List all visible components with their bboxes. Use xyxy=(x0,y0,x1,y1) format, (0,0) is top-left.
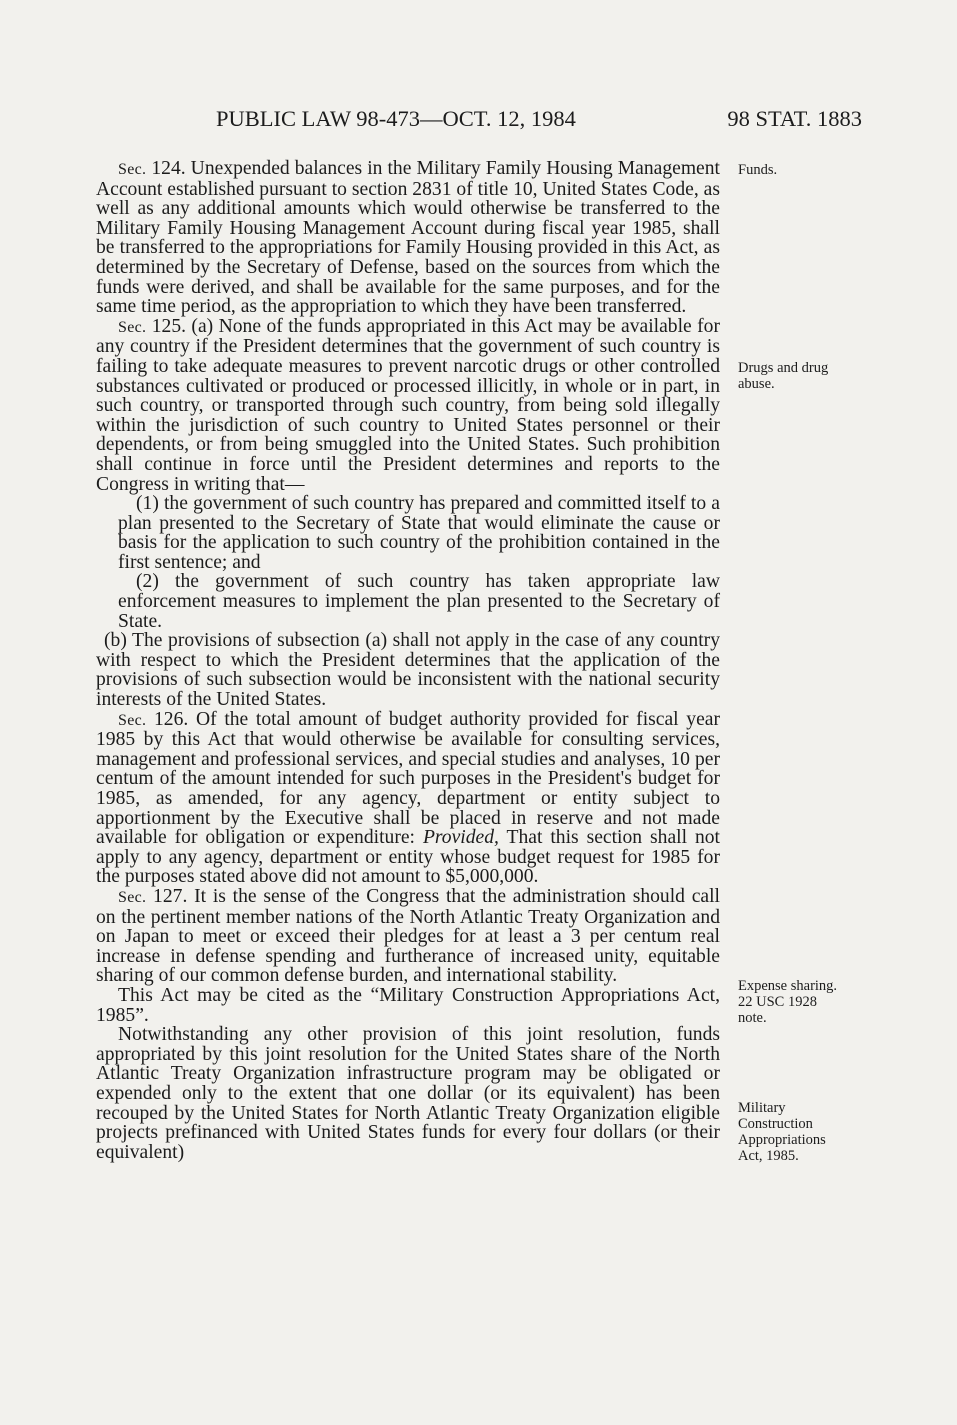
section-label: Sec. xyxy=(118,161,147,178)
section-127 xyxy=(96,887,720,986)
provided-proviso: Provided, xyxy=(422,827,499,849)
section-125a xyxy=(96,317,720,494)
section-125-item-2: (2) the government of such country has taken appropriate law enforcement measures to implement the plan presented to the Secretary of State. xyxy=(118,571,720,632)
section-text: 125. (a) None of the funds appropriated in this Act may be available for any country if the President determines that the government of such country is failing to take adequate measures to prevent narcotic drugs or other controlled substances cultivated or produced or processed illicitly, in whole or in part, in such country, or transported through such country, from being sold illegally within the jurisdiction of such country to United States personnel or their dependents, or from being smuggled into the United States. Such prohibition shall continue in force until the President determines and reports to the Congress in writing that— xyxy=(96,315,720,495)
section-125b: (b) The provisions of subsection (a) shall not apply in the case of any country with respect to which the President determines that the application of the provisions of such subsection would be inconsistent with the national security interests of the United States. xyxy=(96,630,720,711)
section-125-item-1: (1) the government of such country has prepared and committed itself to a plan presented to the Secretary of State that would eliminate the cause or basis for the application to such country of the prohibition contained in the first sentence; and xyxy=(118,493,720,573)
margin-note-expense-sharing: Expense sharing. 22 USC 1928 note. xyxy=(738,978,838,1026)
margin-note-military-construction: Military Construction Appropriations Act, 1985. xyxy=(738,1100,826,1164)
section-label: Sec. xyxy=(118,711,147,729)
running-head-title: PUBLIC LAW 98-473—OCT. 12, 1984 xyxy=(216,106,576,131)
margin-note-drugs: Drugs and drug abuse. xyxy=(738,360,829,392)
section-126 xyxy=(96,710,720,887)
section-124 xyxy=(96,159,720,317)
page-header xyxy=(96,106,862,140)
body-text xyxy=(96,159,720,1162)
notwithstanding-paragraph: Notwithstanding any other provision of this joint resolution, funds appropriated by this joint resolution for the United States share of the North Atlantic Treaty Organization infrastructure program may be obligated or expended only to the extent that one dollar (or its equivalent) has been recouped by the United States for North Atlantic Treaty Organization eligible projects prefinanced with United States funds for every four dollars (or their equivalent) xyxy=(96,1024,720,1163)
section-label: Sec. xyxy=(118,888,147,906)
statute-page-number: 98 STAT. 1883 xyxy=(727,106,862,131)
short-title-paragraph: This Act may be cited as the “Military Construction Appropriations Act, 1985”. xyxy=(96,984,720,1026)
section-label: Sec. xyxy=(118,318,147,336)
section-text: 124. Unexpended balances in the Military Family Housing Management Account established pursuant to section 2831 of title 10, United States Code, as well as any additional amounts which would otherwise be transferred to the Military Family Housing Management Account during fiscal year 1985, shall be transferred to the appropriations for Family Housing provided in this Act, as determined by the Secretary of Defense, based on the sources from which the funds were derived, and shall be available for the same purposes, and for the same time period, as the appropriation to which they have been transferred. xyxy=(96,158,720,318)
margin-note-funds: Funds. xyxy=(738,162,778,178)
section-text: That this section shall not apply to any agency, department or entity whose budget request for 1985 for the purposes stated above did not amount to $5,000,000. xyxy=(96,827,720,888)
section-text: 126. Of the total amount of budget authority provided for fiscal year 1985 by this Act that would otherwise be available for consulting services, management and professional services, and special studies and analyses, 10 per centum of the amount intended for such purposes in the President's budget for 1985, as amended, for any agency, department or entity subject to apportionment by the Executive shall be placed in reserve and not made available for obligation or expenditure: xyxy=(96,708,720,849)
section-text: 127. It is the sense of the Congress that the administration should call on the pertinent member nations of the North Atlantic Treaty Organization and on Japan to meet or exceed their pledges for at least a 3 per centum real increase in defense spending and furtherance of increased unity, equitable sharing of our common defense burden, and international stability. xyxy=(96,885,720,987)
